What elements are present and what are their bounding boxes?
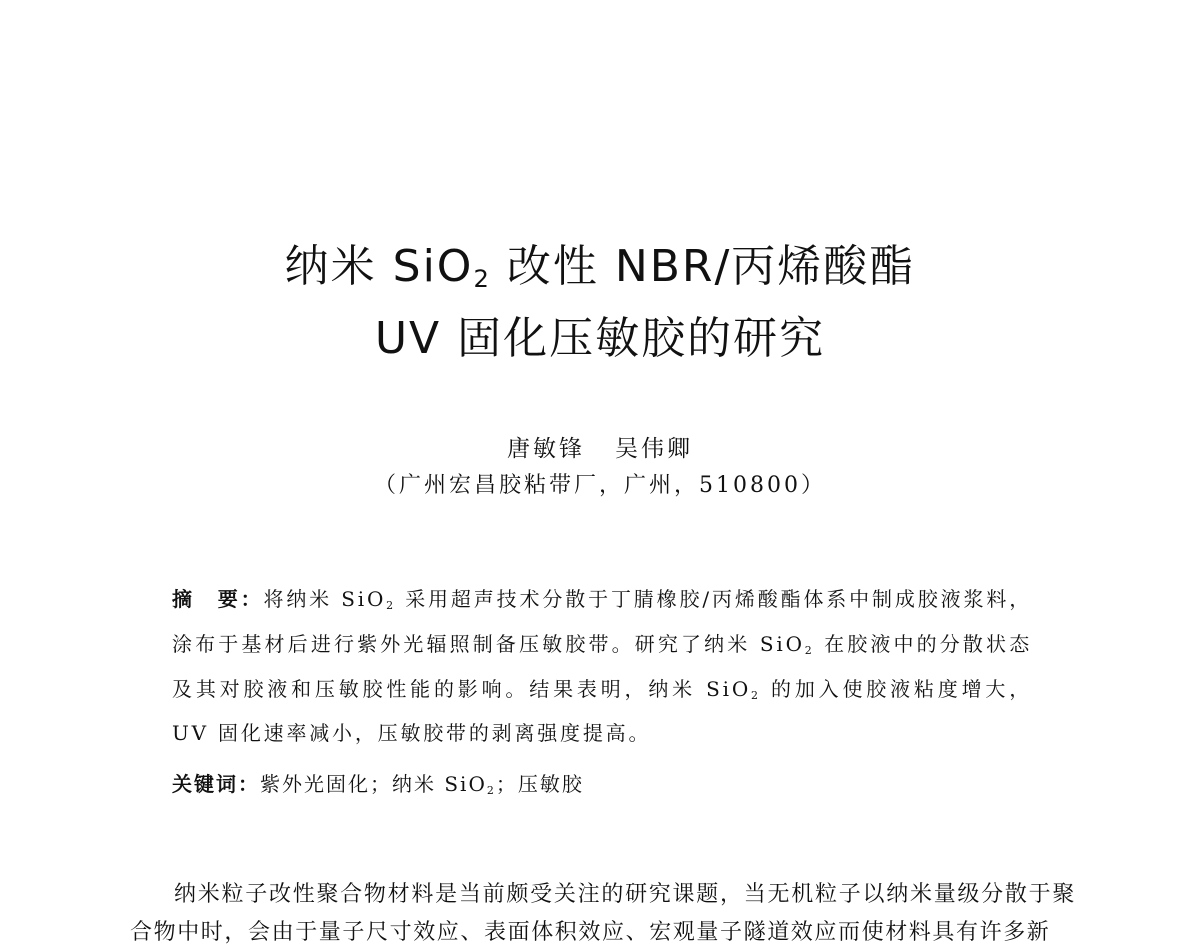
subscript: 2	[486, 783, 496, 797]
abstract-text: 采用超声技术分散于丁腈橡胶/丙烯酸酯体系中制成胶液浆料，涂布于基材后进行紫外光辐照制备压敏胶带。研究了纳米 SiO	[172, 587, 1033, 656]
author-affiliation: （广州宏昌胶粘带厂，广州，510800）	[374, 473, 826, 498]
keyword-text: 紫外光固化；纳米 SiO	[260, 772, 487, 796]
author-name: 唐敏锋	[507, 436, 585, 462]
subscript: 2	[751, 688, 761, 702]
subscript: 2	[804, 643, 815, 657]
title-text-continued: 改性 NBR/丙烯酸酯	[490, 241, 916, 292]
body-paragraph: 纳米粒子改性聚合物材料是当前颇受关注的研究课题，当无机粒子以纳米量级分散于聚合物中时，会由于量子尺寸效应、表面体积效应、宏观量子隧道效应而使材料具有许多新	[130, 882, 1076, 945]
author-list	[0, 430, 1200, 463]
title-text: 纳米 SiO	[284, 241, 474, 292]
abstract-text: 将纳米 SiO	[263, 587, 387, 611]
keywords-label: 关键词：	[172, 772, 260, 796]
abstract-text: 的加入使胶液粘度增大，UV 固化速率减小，压敏胶带的剥离强度提高。	[172, 676, 1032, 746]
paper-title-line-2: UV 固化压敏胶的研究	[374, 313, 826, 364]
title-subscript: 2	[473, 265, 491, 294]
abstract-label: 摘 要：	[172, 587, 264, 611]
abstract-text: 在胶液中的分散状态及其对胶液和压敏胶性能的影响。结果表明，纳米 SiO	[172, 631, 1032, 701]
subscript: 2	[386, 598, 396, 612]
paper-title-line-1	[0, 230, 1200, 294]
body-text	[130, 876, 1076, 952]
abstract	[172, 580, 1032, 752]
author-name: 吴伟卿	[615, 436, 693, 462]
keyword-text: ；压敏胶	[495, 772, 584, 796]
keywords	[172, 768, 1032, 797]
